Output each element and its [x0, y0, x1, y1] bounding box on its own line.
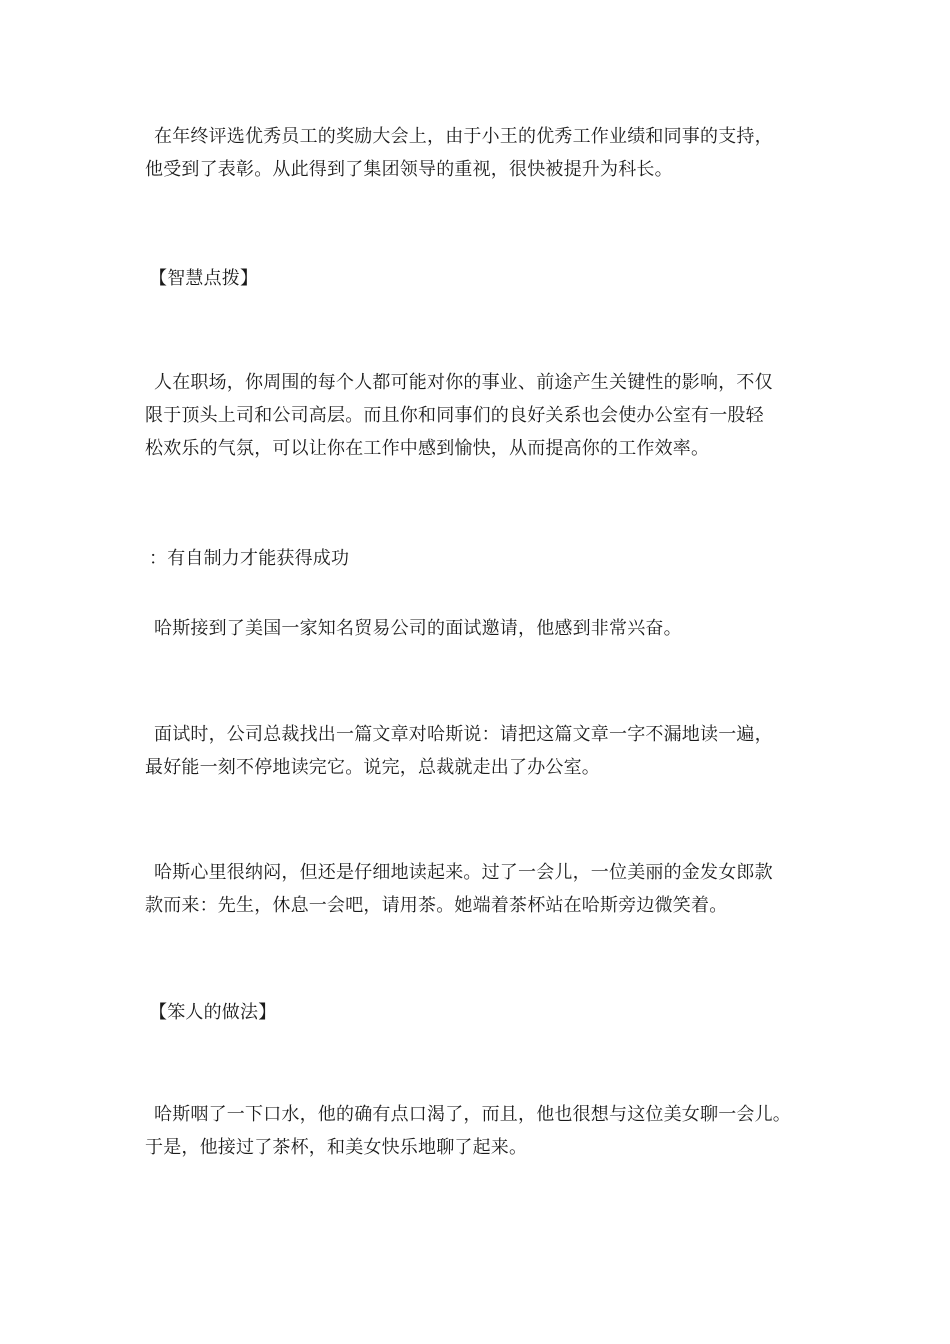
section-heading-foolish — [145, 996, 835, 1029]
paragraph-line: 于是，他接过了茶杯，和美女快乐地聊了起来。 — [145, 1137, 528, 1158]
paragraph-line: 松欢乐的气氛，可以让你在工作中感到愉快，从而提高你的工作效率。 — [145, 438, 710, 459]
paragraph-line: 他受到了表彰。从此得到了集团领导的重视，很快被提升为科长。 — [145, 159, 673, 180]
heading-text: 【笨人的做法】 — [149, 1002, 277, 1023]
paragraph-line: 哈斯咽了一下口水，他的确有点口渴了，而且，他也很想与这位美女聊一会儿。 — [154, 1104, 791, 1125]
paragraph-line: 款而来：先生，休息一会吧，请用茶。她端着茶杯站在哈斯旁边微笑着。 — [145, 895, 728, 916]
paragraph-tea — [145, 856, 835, 922]
paragraph-line: 面试时，公司总裁找出一篇文章对哈斯说：请把这篇文章一字不漏地读一遍， — [154, 724, 773, 745]
paragraph-line: 哈斯接到了美国一家知名贸易公司的面试邀请，他感到非常兴奋。 — [154, 618, 682, 639]
paragraph-line: 最好能一刻不停地读完它。说完，总裁就走出了办公室。 — [145, 757, 600, 778]
paragraph-line: 在年终评选优秀员工的奖励大会上，由于小王的优秀工作业绩和同事的支持， — [154, 126, 773, 147]
paragraph-interview-invite — [145, 612, 835, 645]
section-heading-self-control — [145, 542, 835, 575]
paragraph-line: 限于顶头上司和公司高层。而且你和同事们的良好关系也会使办公室有一股轻 — [145, 405, 764, 426]
paragraph-award — [145, 120, 835, 186]
paragraph-interview — [145, 718, 835, 784]
heading-text: ：有自制力才能获得成功 — [149, 548, 350, 569]
heading-text: 【智慧点拨】 — [149, 268, 259, 289]
paragraph-workplace — [145, 366, 835, 465]
paragraph-chat — [145, 1098, 835, 1164]
section-heading-wisdom — [145, 262, 835, 295]
paragraph-line: 人在职场，你周围的每个人都可能对你的事业、前途产生关键性的影响，不仅 — [154, 372, 773, 393]
paragraph-line: 哈斯心里很纳闷，但还是仔细地读起来。过了一会儿，一位美丽的金发女郎款 — [154, 862, 773, 883]
